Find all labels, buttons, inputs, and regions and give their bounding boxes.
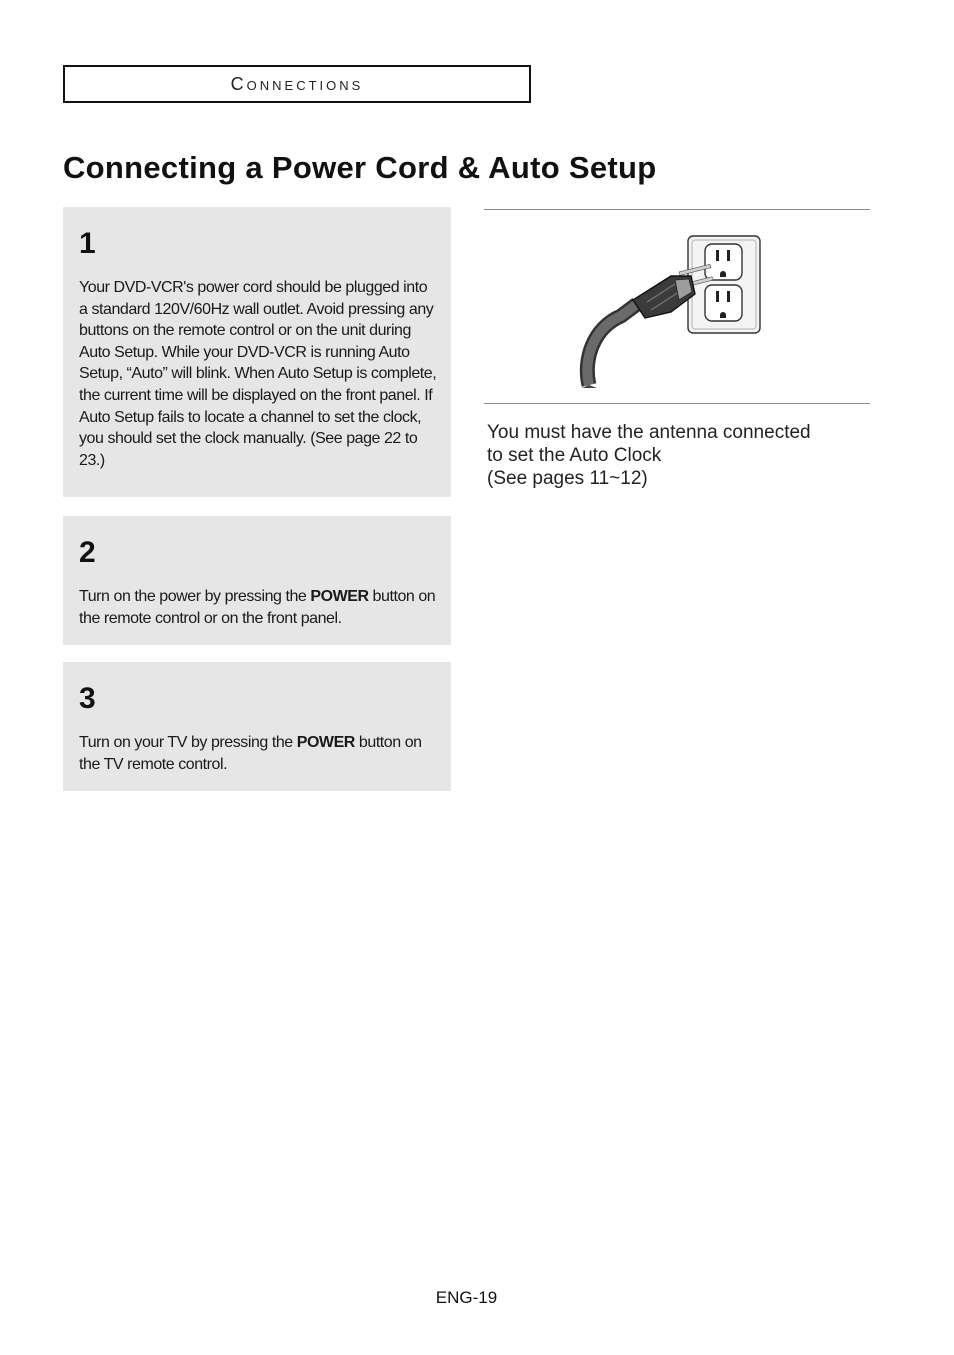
divider-top xyxy=(484,209,870,210)
section-header-box xyxy=(63,65,531,103)
divider-bottom xyxy=(484,403,870,404)
step-text-after: button on the TV remote control. xyxy=(79,734,422,773)
step-number: 1 xyxy=(79,227,96,260)
step-text xyxy=(79,732,437,775)
step-1-box xyxy=(63,207,451,497)
step-text: Your DVD-VCR's power cord should be plugged into a standard 120V/60Hz wall outlet. Avoid pressing any buttons on the remote control or on the unit during Auto Setup. While your DVD-VCR is running Auto Setup, “Auto” will blink. When Auto Setup is complete, the current time will be displayed on the front panel. If Auto Setup fails to locate a channel to set the clock, you should set the clock manually. (See page 22 to 23.) xyxy=(79,279,437,469)
power-plug-outlet-icon xyxy=(575,232,765,392)
note-line: (See pages 11~12) xyxy=(487,468,648,489)
step-number: 2 xyxy=(79,536,96,569)
step-text xyxy=(79,586,437,629)
step-text-before: Turn on your TV by pressing the xyxy=(79,734,297,751)
step-number: 3 xyxy=(79,682,96,715)
step-text-bold: POWER xyxy=(310,588,369,605)
antenna-note xyxy=(487,421,877,490)
step-text-bold: POWER xyxy=(296,734,355,751)
page-title: Connecting a Power Cord & Auto Setup xyxy=(63,150,657,185)
note-line: You must have the antenna connected xyxy=(487,422,811,443)
step-3-box xyxy=(63,662,451,791)
step-2-box xyxy=(63,516,451,645)
page-number: ENG-19 xyxy=(435,1288,498,1307)
section-label: Connections xyxy=(230,73,364,94)
step-text-before: Turn on the power by pressing the xyxy=(79,588,311,605)
note-line: to set the Auto Clock xyxy=(487,445,662,466)
step-text-after: button on the remote control or on the front panel. xyxy=(79,588,436,627)
